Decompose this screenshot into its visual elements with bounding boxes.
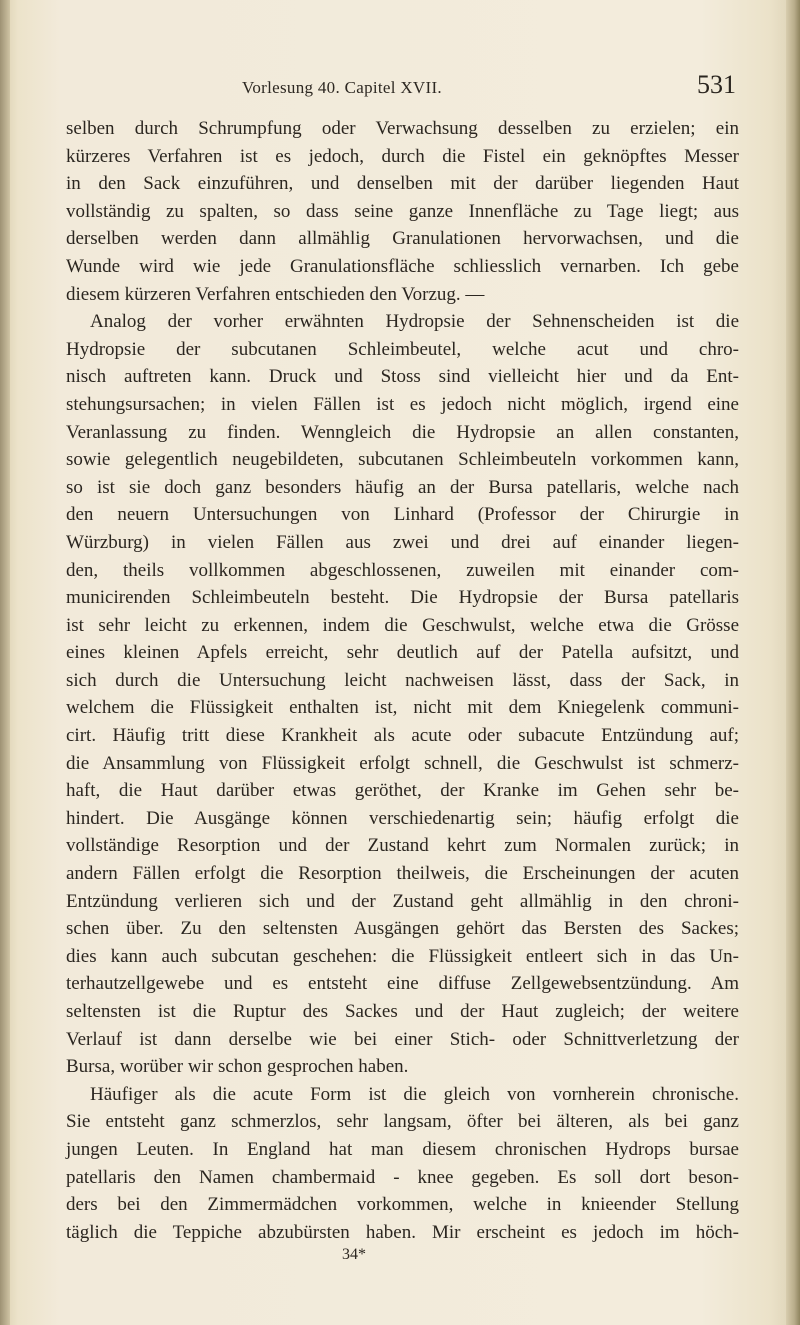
text-line: ders bei den Zimmermädchen vorkommen, welche in knieender Stellung [66, 1194, 739, 1216]
text-line: Bursa, worüber wir schon gesprochen haben. [66, 1056, 409, 1078]
page-left-edge [0, 0, 10, 1325]
text-line: den neuern Untersuchungen von Linhard (Professor der Chirurgie in [66, 504, 739, 526]
text-line: andern Fällen erfolgt die Resorption theilweis, die Erscheinungen der acuten [66, 863, 739, 885]
text-line: vollständige Resorption und der Zustand kehrt zum Normalen zurück; in [66, 835, 739, 857]
text-line: täglich die Teppiche abzubürsten haben. Mir erscheint es jedoch im höch- [66, 1221, 739, 1243]
text-line: Entzündung verlieren sich und der Zustand geht allmählig in den chroni- [66, 890, 739, 912]
text-line: in den Sack einzuführen, und denselben mit der darüber liegenden Haut [66, 173, 739, 195]
text-line: ist sehr leicht zu erkennen, indem die Geschwulst, welche etwa die Grösse [66, 614, 739, 636]
body-text [66, 115, 739, 1246]
text-line: kürzeres Verfahren ist es jedoch, durch die Fistel ein geknöpftes Messer [66, 145, 739, 167]
page-header [66, 70, 736, 110]
text-line: Hydropsie der subcutanen Schleimbeutel, welche acut und chro- [66, 338, 739, 360]
text-line: Analog der vorher erwähnten Hydropsie der Sehnenscheiden ist die [90, 311, 739, 333]
text-line: Sie entsteht ganz schmerzlos, sehr langsam, öfter bei älteren, als bei ganz [66, 1111, 739, 1133]
text-line: so ist sie doch ganz besonders häufig an der Bursa patellaris, welche nach [66, 476, 739, 498]
text-line: Veranlassung zu finden. Wenngleich die Hydropsie an allen constanten, [66, 421, 739, 443]
text-line: terhautzellgewebe und es entsteht eine diffuse Zellgewebsentzündung. Am [66, 973, 739, 995]
text-line: selben durch Schrumpfung oder Verwachsung desselben zu erzielen; ein [66, 118, 739, 139]
text-line: den, theils vollkommen abgeschlossenen, zuweilen mit einander com- [66, 559, 739, 581]
text-line: Würzburg) in vielen Fällen aus zwei und drei auf einander liegen- [66, 531, 739, 553]
page-right-edge [786, 0, 800, 1325]
text-line: hindert. Die Ausgänge können verschiedenartig sein; häufig erfolgt die [66, 807, 739, 829]
text-line: dies kann auch subcutan geschehen: die Flüssigkeit entleert sich in das Un- [66, 945, 739, 967]
text-line: Häufiger als die acute Form ist die gleich von vornherein chronische. [90, 1083, 739, 1105]
text-line: nisch auftreten kann. Druck und Stoss sind vielleicht hier und da Ent- [66, 366, 739, 388]
text-line: haft, die Haut darüber etwas geröthet, der Kranke im Gehen sehr be- [66, 780, 739, 802]
text-line: Verlauf ist dann derselbe wie bei einer Stich- oder Schnittverletzung der [66, 1028, 739, 1050]
running-head: Vorlesung 40. Capitel XVII. [242, 78, 442, 97]
text-line: cirt. Häufig tritt diese Krankheit als acute oder subacute Entzündung auf; [66, 725, 739, 747]
text-line: vollständig zu spalten, so dass seine ganze Innenfläche zu Tage liegt; aus [66, 200, 739, 222]
text-line: eines kleinen Apfels erreicht, sehr deutlich auf der Patella aufsitzt, und [66, 642, 739, 664]
signature-mark: 34* [342, 1246, 366, 1263]
text-line: seltensten ist die Ruptur des Sackes und der Haut zugleich; der weitere [66, 1001, 739, 1022]
text-line: jungen Leuten. In England hat man diesem chronischen Hydrops bursae [66, 1138, 739, 1160]
text-line: stehungsursachen; in vielen Fällen ist es jedoch nicht möglich, irgend eine [66, 393, 739, 415]
text-line: sowie gelegentlich neugebildeten, subcutanen Schleimbeuteln vorkommen kann, [66, 449, 739, 471]
text-line: Wunde wird wie jede Granulationsfläche schliesslich vernarben. Ich gebe [66, 255, 739, 277]
page-number: 531 [697, 70, 736, 99]
text-line: sich durch die Untersuchung leicht nachweisen lässt, dass der Sack, in [66, 669, 739, 691]
text-line: derselben werden dann allmählig Granulationen hervorwachsen, und die [66, 228, 739, 250]
text-line: welchem die Flüssigkeit enthalten ist, nicht mit dem Kniegelenk communi- [66, 697, 739, 719]
text-line: schen über. Zu den seltensten Ausgängen gehört das Bersten des Sackes; [66, 918, 739, 940]
text-line: patellaris den Namen chambermaid - knee gegeben. Es soll dort beson- [66, 1166, 739, 1188]
text-line: diesem kürzeren Verfahren entschieden den Vorzug. — [66, 283, 485, 305]
text-line: municirenden Schleimbeuteln besteht. Die Hydropsie der Bursa patellaris [66, 587, 739, 609]
text-line: die Ansammlung von Flüssigkeit erfolgt schnell, die Geschwulst ist schmerz- [66, 752, 739, 774]
